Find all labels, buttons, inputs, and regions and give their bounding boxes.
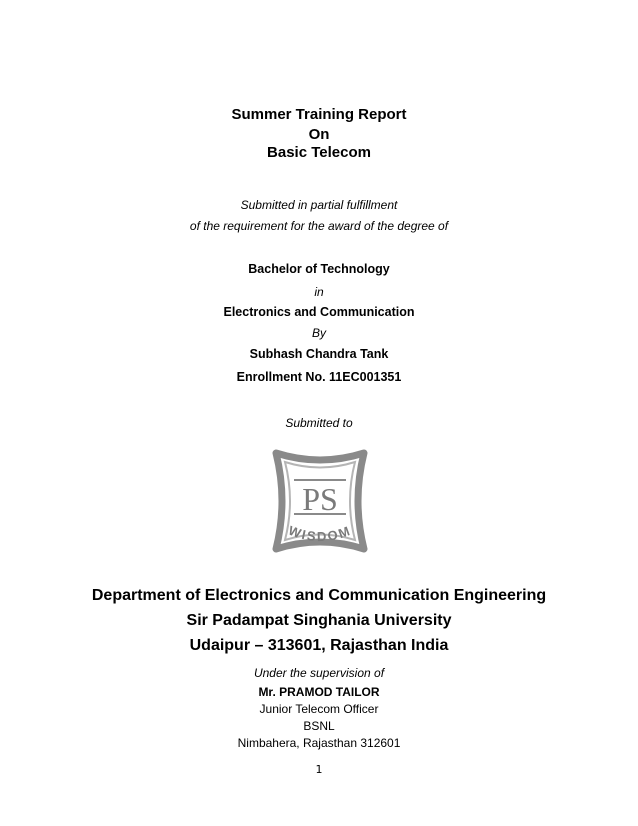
supervisor-location: Nimbahera, Rajasthan 312601: [237, 736, 401, 750]
department-name: Department of Electronics and Communication Engineering: [91, 587, 547, 604]
page-number: 1: [315, 763, 323, 776]
university-logo: [268, 447, 372, 555]
submission-text-1: Submitted in partial fulfillment: [240, 198, 398, 212]
report-subject: Basic Telecom: [267, 144, 371, 161]
by-label: By: [311, 326, 326, 340]
report-title: Summer Training Report: [231, 106, 407, 123]
university-name: Sir Padampat Singhania University: [186, 612, 452, 629]
supervision-intro: Under the supervision of: [253, 666, 385, 680]
logo-word: WISDOM: [286, 522, 354, 545]
submission-text-2: of the requirement for the award of the degree of: [189, 219, 449, 233]
student-name: Subhash Chandra Tank: [249, 347, 389, 361]
report-title-on: On: [308, 126, 330, 143]
degree-name: Bachelor of Technology: [248, 262, 390, 276]
logo-letters: PS: [302, 481, 338, 517]
supervisor-name: Mr. PRAMOD TAILOR: [258, 685, 380, 699]
supervisor-designation: Junior Telecom Officer: [259, 702, 379, 716]
university-address: Udaipur – 313601, Rajasthan India: [189, 637, 449, 654]
degree-in: in: [314, 285, 324, 299]
degree-branch: Electronics and Communication: [223, 305, 415, 319]
supervisor-organization: BSNL: [303, 719, 335, 733]
submitted-to-label: Submitted to: [285, 416, 353, 430]
enrollment-number: Enrollment No. 11EC001351: [236, 370, 402, 384]
